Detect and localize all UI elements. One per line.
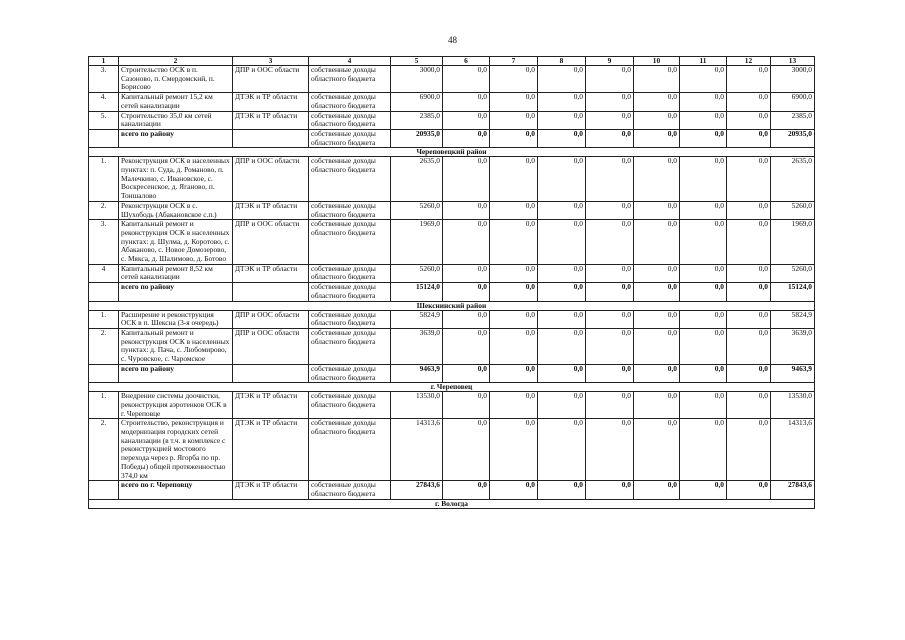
value-cell: 3000,0	[771, 66, 815, 93]
table-row	[89, 93, 815, 111]
measure-name: Капитальный ремонт 8,52 км сетей канализации	[119, 264, 233, 282]
row-number: 2.	[89, 419, 119, 481]
budget-table	[88, 56, 815, 509]
measure-name: Реконструкция ОСК в населенных пунктах: п. Суда, д. Романово, п. Малечкино, с. Ивановское, с. Воскресенское, д. Яганово, п. Тоншалово	[119, 157, 233, 202]
value-cell: 0,0	[490, 157, 538, 202]
value-cell: 0,0	[727, 283, 771, 301]
value-cell: 0,0	[634, 66, 680, 93]
value-cell: 0,0	[538, 201, 586, 219]
value-cell: 0,0	[538, 328, 586, 364]
executor	[233, 364, 309, 382]
column-header: 9	[586, 57, 634, 66]
measure-name: всего по г. Череповцу	[119, 481, 233, 499]
measure-name: Расширение и реконструкция ОСК в п. Шексна (3-я очередь)	[119, 310, 233, 328]
value-cell: 0,0	[680, 129, 727, 147]
value-cell: 5260,0	[771, 201, 815, 219]
value-cell: 0,0	[727, 328, 771, 364]
value-cell: 0,0	[538, 66, 586, 93]
value-cell: 0,0	[586, 220, 634, 265]
value-cell: 0,0	[538, 481, 586, 499]
value-cell: 0,0	[680, 201, 727, 219]
measure-name: Внедрение системы доочистки, реконструкция аэротенков ОСК в г. Череповце	[119, 392, 233, 419]
value-cell: 0,0	[490, 93, 538, 111]
value-cell: 0,0	[727, 264, 771, 282]
funding-source: собственные доходы областного бюджета	[309, 392, 391, 419]
section-row	[89, 383, 815, 392]
value-cell: 0,0	[490, 111, 538, 129]
value-cell: 0,0	[443, 328, 490, 364]
value-cell: 0,0	[538, 283, 586, 301]
value-cell: 0,0	[490, 264, 538, 282]
executor: ДТЭК и ТР области	[233, 264, 309, 282]
value-cell: 0,0	[727, 392, 771, 419]
funding-source: собственные доходы областного бюджета	[309, 328, 391, 364]
value-cell: 9463,9	[391, 364, 443, 382]
value-cell: 0,0	[680, 481, 727, 499]
value-cell: 0,0	[680, 157, 727, 202]
executor: ДТЭК и ТР области	[233, 93, 309, 111]
value-cell: 5260,0	[391, 201, 443, 219]
value-cell: 27843,6	[391, 481, 443, 499]
value-cell: 9463,9	[771, 364, 815, 382]
value-cell: 0,0	[490, 310, 538, 328]
value-cell: 0,0	[680, 364, 727, 382]
value-cell: 0,0	[680, 283, 727, 301]
column-header: 12	[727, 57, 771, 66]
value-cell: 0,0	[490, 220, 538, 265]
executor: ДТЭК и ТР области	[233, 111, 309, 129]
value-cell: 0,0	[443, 264, 490, 282]
executor: ДПР и ООС области	[233, 328, 309, 364]
value-cell: 0,0	[727, 201, 771, 219]
value-cell: 0,0	[490, 392, 538, 419]
value-cell: 0,0	[634, 220, 680, 265]
value-cell: 13530,0	[391, 392, 443, 419]
value-cell: 14313,6	[771, 419, 815, 481]
total-row	[89, 129, 815, 147]
value-cell: 0,0	[490, 419, 538, 481]
value-cell: 0,0	[490, 364, 538, 382]
value-cell: 0,0	[586, 392, 634, 419]
row-number: 1.	[89, 310, 119, 328]
value-cell: 3639,0	[771, 328, 815, 364]
value-cell: 0,0	[443, 201, 490, 219]
row-number: 3.	[89, 66, 119, 93]
value-cell: 0,0	[586, 419, 634, 481]
row-number: 4	[89, 264, 119, 282]
section-title: г. Вологда	[89, 499, 815, 508]
value-cell: 0,0	[680, 220, 727, 265]
value-cell: 14313,6	[391, 419, 443, 481]
value-cell: 0,0	[680, 66, 727, 93]
value-cell: 0,0	[443, 111, 490, 129]
measure-name: Капитальный ремонт 15,2 км сетей канализации	[119, 93, 233, 111]
value-cell: 0,0	[490, 129, 538, 147]
value-cell: 0,0	[586, 310, 634, 328]
value-cell: 0,0	[443, 157, 490, 202]
column-header: 1	[89, 57, 119, 66]
funding-source: собственные доходы областного бюджета	[309, 283, 391, 301]
value-cell: 0,0	[680, 310, 727, 328]
value-cell: 0,0	[586, 328, 634, 364]
row-number: 2.	[89, 201, 119, 219]
value-cell: 2635,0	[771, 157, 815, 202]
row-number	[89, 481, 119, 499]
funding-source: собственные доходы областного бюджета	[309, 93, 391, 111]
table-row	[89, 66, 815, 93]
executor: ДПР и ООС области	[233, 220, 309, 265]
value-cell: 2385,0	[391, 111, 443, 129]
value-cell: 0,0	[490, 66, 538, 93]
value-cell: 20935,0	[391, 129, 443, 147]
value-cell: 0,0	[634, 111, 680, 129]
value-cell: 0,0	[538, 220, 586, 265]
column-header: 5	[391, 57, 443, 66]
table-row	[89, 310, 815, 328]
value-cell: 0,0	[727, 220, 771, 265]
value-cell: 0,0	[634, 419, 680, 481]
column-header: 10	[634, 57, 680, 66]
value-cell: 1969,0	[391, 220, 443, 265]
value-cell: 0,0	[634, 392, 680, 419]
row-number: 5.	[89, 111, 119, 129]
value-cell: 0,0	[680, 93, 727, 111]
value-cell: 0,0	[634, 201, 680, 219]
value-cell: 0,0	[634, 310, 680, 328]
column-header: 13	[771, 57, 815, 66]
page-number: 48	[448, 35, 457, 45]
value-cell: 0,0	[727, 310, 771, 328]
section-row	[89, 148, 815, 157]
value-cell: 0,0	[443, 364, 490, 382]
value-cell: 3000,0	[391, 66, 443, 93]
value-cell: 1969,0	[771, 220, 815, 265]
value-cell: 0,0	[586, 364, 634, 382]
executor: ДТЭК и ТР области	[233, 419, 309, 481]
section-title: Шекснинский район	[89, 301, 815, 310]
column-header: 8	[538, 57, 586, 66]
value-cell: 5260,0	[391, 264, 443, 282]
value-cell: 3639,0	[391, 328, 443, 364]
value-cell: 0,0	[443, 283, 490, 301]
total-row	[89, 364, 815, 382]
value-cell: 0,0	[538, 129, 586, 147]
value-cell: 13530,0	[771, 392, 815, 419]
executor: ДТЭК и ТР области	[233, 392, 309, 419]
value-cell: 15124,0	[391, 283, 443, 301]
table-row	[89, 328, 815, 364]
column-header: 6	[443, 57, 490, 66]
value-cell: 0,0	[538, 93, 586, 111]
value-cell: 0,0	[490, 481, 538, 499]
value-cell: 0,0	[443, 93, 490, 111]
measure-name: всего по району	[119, 283, 233, 301]
value-cell: 20935,0	[771, 129, 815, 147]
value-cell: 2385,0	[771, 111, 815, 129]
funding-source: собственные доходы областного бюджета	[309, 264, 391, 282]
executor: ДТЭК и ТР области	[233, 481, 309, 499]
table-row	[89, 157, 815, 202]
funding-source: собственные доходы областного бюджета	[309, 364, 391, 382]
funding-source: собственные доходы областного бюджета	[309, 220, 391, 265]
value-cell: 0,0	[680, 328, 727, 364]
row-number: 2.	[89, 328, 119, 364]
total-row	[89, 283, 815, 301]
value-cell: 0,0	[586, 66, 634, 93]
value-cell: 0,0	[443, 129, 490, 147]
value-cell: 0,0	[727, 129, 771, 147]
executor	[233, 283, 309, 301]
row-number	[89, 129, 119, 147]
value-cell: 0,0	[634, 129, 680, 147]
value-cell: 0,0	[586, 129, 634, 147]
value-cell: 2635,0	[391, 157, 443, 202]
value-cell: 0,0	[538, 264, 586, 282]
measure-name: Строительство ОСК в п. Сазоново, п. Смердомский, п. Борисово	[119, 66, 233, 93]
executor: ДПР и ООС области	[233, 157, 309, 202]
column-header: 2	[119, 57, 233, 66]
value-cell: 5824,9	[391, 310, 443, 328]
value-cell: 0,0	[538, 157, 586, 202]
funding-source: собственные доходы областного бюджета	[309, 310, 391, 328]
value-cell: 0,0	[538, 364, 586, 382]
funding-source: собственные доходы областного бюджета	[309, 201, 391, 219]
value-cell: 0,0	[680, 392, 727, 419]
column-header: 4	[309, 57, 391, 66]
value-cell: 0,0	[727, 419, 771, 481]
row-number: 1.	[89, 392, 119, 419]
value-cell: 0,0	[538, 392, 586, 419]
measure-name: Реконструкция ОСК в с. Шухободь (Абакановское с.п.)	[119, 201, 233, 219]
measure-name: всего по району	[119, 129, 233, 147]
value-cell: 0,0	[634, 481, 680, 499]
table-row	[89, 419, 815, 481]
value-cell: 5260,0	[771, 264, 815, 282]
value-cell: 0,0	[727, 481, 771, 499]
value-cell: 0,0	[586, 157, 634, 202]
table-row	[89, 392, 815, 419]
column-header: 7	[490, 57, 538, 66]
measure-name: Капитальный ремонт и реконструкция ОСК в населенных пунктах: д. Пача, с. Любомирово, с. Чуровское, с. Чаромское	[119, 328, 233, 364]
measure-name: Строительство 35,0 км сетей канализации	[119, 111, 233, 129]
value-cell: 6900,0	[391, 93, 443, 111]
value-cell: 0,0	[586, 111, 634, 129]
executor: ДПР и ООС области	[233, 66, 309, 93]
value-cell: 6900,0	[771, 93, 815, 111]
value-cell: 0,0	[727, 157, 771, 202]
executor: ДПР и ООС области	[233, 310, 309, 328]
value-cell: 0,0	[727, 364, 771, 382]
value-cell: 0,0	[634, 93, 680, 111]
value-cell: 0,0	[490, 201, 538, 219]
value-cell: 0,0	[586, 481, 634, 499]
value-cell: 0,0	[634, 328, 680, 364]
table-row	[89, 220, 815, 265]
section-row	[89, 499, 815, 508]
value-cell: 0,0	[443, 220, 490, 265]
executor	[233, 129, 309, 147]
value-cell: 0,0	[443, 481, 490, 499]
column-header: 11	[680, 57, 727, 66]
value-cell: 0,0	[490, 328, 538, 364]
table-row	[89, 111, 815, 129]
value-cell: 0,0	[443, 66, 490, 93]
section-row	[89, 301, 815, 310]
value-cell: 5824,9	[771, 310, 815, 328]
value-cell: 0,0	[443, 419, 490, 481]
value-cell: 0,0	[634, 364, 680, 382]
value-cell: 0,0	[586, 201, 634, 219]
row-number: 3.	[89, 220, 119, 265]
value-cell: 0,0	[538, 310, 586, 328]
value-cell: 15124,0	[771, 283, 815, 301]
value-cell: 0,0	[727, 93, 771, 111]
value-cell: 0,0	[586, 93, 634, 111]
table-row	[89, 201, 815, 219]
funding-source: собственные доходы областного бюджета	[309, 157, 391, 202]
table-row	[89, 264, 815, 282]
executor: ДТЭК и ТР области	[233, 201, 309, 219]
measure-name: всего по району	[119, 364, 233, 382]
value-cell: 0,0	[634, 264, 680, 282]
value-cell: 0,0	[634, 283, 680, 301]
value-cell: 0,0	[680, 419, 727, 481]
value-cell: 27843,6	[771, 481, 815, 499]
column-header: 3	[233, 57, 309, 66]
funding-source: собственные доходы областного бюджета	[309, 419, 391, 481]
measure-name: Строительство, реконструкция и модернизация городских сетей канализации (в т.ч. в комплексе с реконструкцией мостового перехода через р. Ягорба по пр. Победы) общей протяженностью 374,0 км	[119, 419, 233, 481]
value-cell: 0,0	[538, 111, 586, 129]
value-cell: 0,0	[634, 157, 680, 202]
total-row	[89, 481, 815, 499]
value-cell: 0,0	[538, 419, 586, 481]
value-cell: 0,0	[680, 111, 727, 129]
value-cell: 0,0	[490, 283, 538, 301]
value-cell: 0,0	[586, 264, 634, 282]
value-cell: 0,0	[727, 66, 771, 93]
section-title: г. Череповец	[89, 383, 815, 392]
row-number: 4.	[89, 93, 119, 111]
row-number	[89, 283, 119, 301]
row-number: 1.	[89, 157, 119, 202]
section-title: Череповецкий район	[89, 148, 815, 157]
value-cell: 0,0	[680, 264, 727, 282]
header-row	[89, 57, 815, 66]
value-cell: 0,0	[586, 283, 634, 301]
row-number	[89, 364, 119, 382]
measure-name: Капитальный ремонт и реконструкция ОСК в населенных пунктах: д. Шулма, д. Коротово, с. Абаканово, с. Новое Домозерово, с. Мякса, д. Шалимово, д. Ботово	[119, 220, 233, 265]
funding-source: собственные доходы областного бюджета	[309, 66, 391, 93]
funding-source: собственные доходы областного бюджета	[309, 111, 391, 129]
value-cell: 0,0	[443, 392, 490, 419]
value-cell: 0,0	[443, 310, 490, 328]
funding-source: собственные доходы областного бюджета	[309, 481, 391, 499]
funding-source: собственные доходы областного бюджета	[309, 129, 391, 147]
value-cell: 0,0	[727, 111, 771, 129]
